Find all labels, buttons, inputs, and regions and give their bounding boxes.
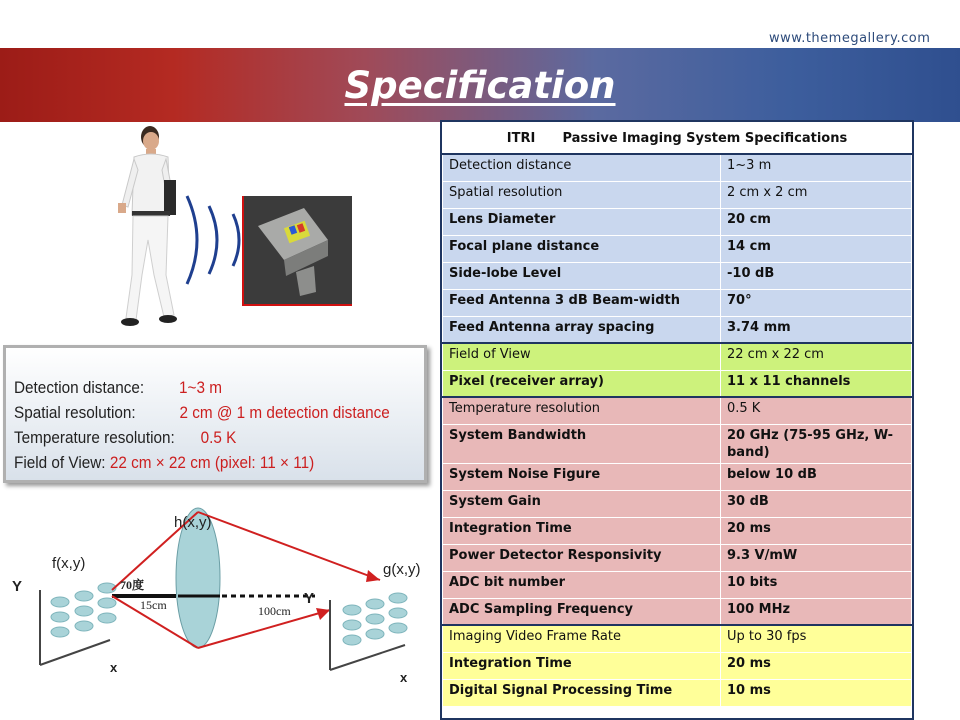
right-x-axis — [330, 645, 405, 670]
spatial-label: Spatial resolution: — [14, 403, 136, 422]
spec-value: Up to 30 fps — [721, 625, 912, 652]
table-header-row — [443, 123, 912, 155]
table-row — [443, 262, 912, 289]
table-row — [443, 208, 912, 235]
spec-value: 20 ms — [721, 517, 912, 544]
table-row — [443, 343, 912, 370]
spec-label: Feed Antenna array spacing — [443, 316, 721, 343]
ray-arrow-top — [366, 570, 380, 582]
source-array — [51, 583, 116, 637]
spec-value: 0.5 K — [721, 397, 912, 424]
table-row — [443, 235, 912, 262]
spatial-resolution-line — [14, 403, 390, 423]
spec-value: 22 cm x 22 cm — [721, 343, 912, 370]
spec-label: Side-lobe Level — [443, 262, 721, 289]
spatial-value: 2 cm @ 1 m detection distance — [179, 403, 390, 422]
spec-value: below 10 dB — [721, 463, 912, 490]
left-y-label: Y — [12, 578, 23, 595]
spec-value: 10 bits — [721, 571, 912, 598]
table-row — [443, 370, 912, 397]
spec-label: System Bandwidth — [443, 424, 721, 463]
spec-label: Spatial resolution — [443, 181, 721, 208]
spec-value: 9.3 V/mW — [721, 544, 912, 571]
optics-diagram — [0, 490, 440, 720]
spec-value: 70° — [721, 289, 912, 316]
spec-table-container — [440, 120, 914, 720]
left-x-axis — [40, 640, 110, 665]
spec-label: Lens Diameter — [443, 208, 721, 235]
table-row — [443, 289, 912, 316]
detection-distance-line — [14, 378, 222, 398]
camera-device-icon — [244, 196, 352, 304]
angle-label: 70度 — [120, 578, 145, 592]
table-row — [443, 316, 912, 343]
g-label: g(x,y) — [383, 561, 421, 578]
imager-device-photo — [242, 196, 352, 306]
spec-value: 20 cm — [721, 208, 912, 235]
table-row — [443, 652, 912, 679]
table-row — [443, 397, 912, 424]
temp-label: Temperature resolution: — [14, 428, 175, 447]
table-row — [443, 490, 912, 517]
key-specs-box — [3, 345, 427, 483]
near-distance-label: 15cm — [140, 598, 167, 612]
page-title: Specification — [344, 64, 616, 107]
spec-label: Detection distance — [443, 154, 721, 181]
detection-value: 1~3 m — [178, 378, 222, 397]
f-label: f(x,y) — [52, 555, 86, 572]
spec-label: Imaging Video Frame Rate — [443, 625, 721, 652]
table-title: ITRI Passive Imaging System Specifications — [443, 123, 912, 155]
right-y-label: Y — [304, 590, 315, 607]
spec-value: 100 MHz — [721, 598, 912, 625]
spec-value: 30 dB — [721, 490, 912, 517]
table-row — [443, 463, 912, 490]
spec-label: Integration Time — [443, 517, 721, 544]
spec-label: System Gain — [443, 490, 721, 517]
right-x-label: x — [400, 670, 408, 685]
table-row — [443, 679, 912, 706]
table-row — [443, 571, 912, 598]
table-row — [443, 517, 912, 544]
ray-arrow-bottom — [316, 608, 330, 620]
table-row — [443, 544, 912, 571]
table-row — [443, 424, 912, 463]
spec-value: 20 ms — [721, 652, 912, 679]
fov-label: Field of View: — [14, 453, 106, 472]
temp-value: 0.5 K — [200, 428, 237, 447]
spec-label: Power Detector Responsivity — [443, 544, 721, 571]
h-label: h(x,y) — [174, 514, 212, 531]
field-of-view-line — [14, 453, 314, 473]
spec-value: 1~3 m — [721, 154, 912, 181]
fov-value: 22 cm × 22 cm (pixel: 11 × 11) — [109, 453, 315, 472]
website-url: www.themegallery.com — [769, 31, 931, 46]
detection-label: Detection distance: — [14, 378, 145, 397]
table-row — [443, 154, 912, 181]
spec-label: Feed Antenna 3 dB Beam-width — [443, 289, 721, 316]
spec-label: ADC bit number — [443, 571, 721, 598]
spec-label: Field of View — [443, 343, 721, 370]
image-array — [343, 593, 407, 645]
spec-label: System Noise Figure — [443, 463, 721, 490]
spec-label: Pixel (receiver array) — [443, 370, 721, 397]
spec-value: 14 cm — [721, 235, 912, 262]
spec-value: 2 cm x 2 cm — [721, 181, 912, 208]
left-x-label: x — [110, 660, 118, 675]
table-row — [443, 625, 912, 652]
spec-label: Digital Signal Processing Time — [443, 679, 721, 706]
spec-value: 20 GHz (75-95 GHz, W-band) — [721, 424, 912, 463]
spec-value: -10 dB — [721, 262, 912, 289]
ray-lines — [112, 512, 380, 648]
spec-value: 3.74 mm — [721, 316, 912, 343]
spec-label: Focal plane distance — [443, 235, 721, 262]
spec-value: 11 x 11 channels — [721, 370, 912, 397]
far-distance-label: 100cm — [258, 604, 291, 618]
table-row — [443, 181, 912, 208]
table-row — [443, 598, 912, 625]
spec-table — [442, 122, 912, 707]
temperature-resolution-line — [14, 428, 236, 448]
spec-label: ADC Sampling Frequency — [443, 598, 721, 625]
spec-label: Temperature resolution — [443, 397, 721, 424]
spec-value: 10 ms — [721, 679, 912, 706]
spec-label: Integration Time — [443, 652, 721, 679]
